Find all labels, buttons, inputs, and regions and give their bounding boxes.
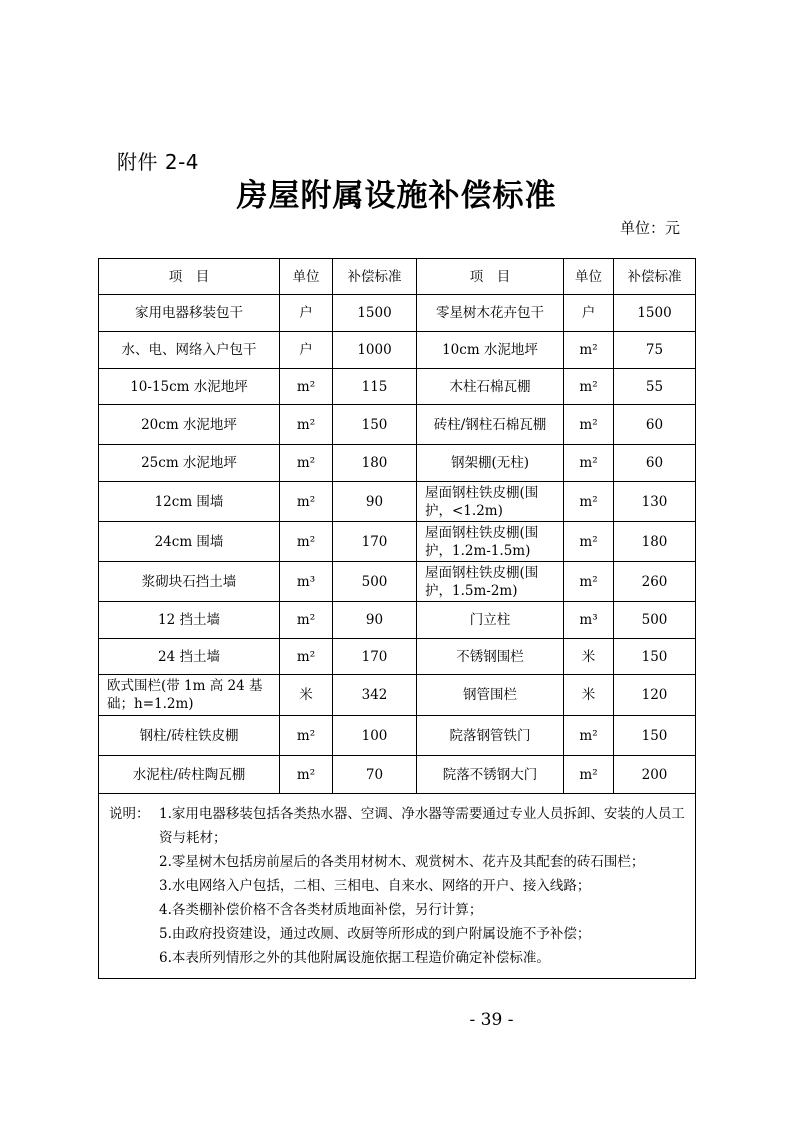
notes-cell (99, 794, 696, 979)
note-text: 5.由政府投资建设，通过改厕、改厨等所形成的到户附属设施不予补偿； (159, 926, 591, 942)
standard-cell: 200 (614, 756, 696, 794)
standard-cell: 130 (614, 482, 696, 522)
unit-cell: m² (280, 445, 333, 482)
standard-cell: 342 (333, 675, 417, 716)
table-header-row (99, 259, 696, 295)
unit-cell: m² (280, 522, 333, 562)
standard-cell: 1500 (614, 295, 696, 332)
unit-cell: m² (564, 445, 614, 482)
unit-cell: m² (564, 405, 614, 445)
item-name-cell: 24cm 围墙 (99, 522, 280, 562)
standard-cell: 180 (333, 445, 417, 482)
item-name-cell: 砖柱/钢柱石棉瓦棚 (417, 405, 564, 445)
table-row (99, 295, 696, 332)
unit-cell: 米 (280, 675, 333, 716)
item-name-cell: 零星树木花卉包干 (417, 295, 564, 332)
unit-cell: m³ (280, 562, 333, 602)
item-name-cell: 12cm 围墙 (99, 482, 280, 522)
item-name-cell: 20cm 水泥地坪 (99, 405, 280, 445)
standard-cell: 55 (614, 369, 696, 405)
column-header: 单位 (280, 259, 333, 295)
unit-cell: 米 (564, 675, 614, 716)
note-item (109, 850, 685, 874)
item-name-cell: 浆砌块石挡土墙 (99, 562, 280, 602)
note-text: 6.本表所列情形之外的其他附属设施依据工程造价确定补偿标准。 (159, 950, 550, 966)
table-row (99, 445, 696, 482)
note-prefix (109, 922, 159, 946)
note-item (109, 922, 685, 946)
standard-cell: 170 (333, 522, 417, 562)
unit-cell: m² (280, 482, 333, 522)
item-name-cell: 屋面钢柱铁皮棚(围护，1.2m-1.5m) (417, 522, 564, 562)
note-text: 2.零星树木包括房前屋后的各类用材树木、观赏树木、花卉及其配套的砖石围栏； (159, 854, 645, 870)
item-name-cell: 欧式围栏(带 1m 高 24 基础；h=1.2m) (99, 675, 280, 716)
compensation-table (98, 258, 696, 979)
note-prefix (109, 874, 159, 898)
standard-cell: 90 (333, 602, 417, 639)
table-row (99, 756, 696, 794)
standard-cell: 1000 (333, 332, 417, 369)
item-name-cell: 12 挡土墙 (99, 602, 280, 639)
item-name-cell: 10-15cm 水泥地坪 (99, 369, 280, 405)
column-header: 补偿标准 (614, 259, 696, 295)
unit-cell: m² (564, 756, 614, 794)
item-name-cell: 不锈钢围栏 (417, 639, 564, 675)
item-name-cell: 水、电、网络入户包干 (99, 332, 280, 369)
unit-cell: m² (564, 369, 614, 405)
item-name-cell: 钢柱/砖柱铁皮棚 (99, 716, 280, 756)
column-header: 单位 (564, 259, 614, 295)
column-header: 项 目 (99, 259, 280, 295)
unit-cell: m² (280, 405, 333, 445)
unit-cell: 户 (280, 295, 333, 332)
item-name-cell: 24 挡土墙 (99, 639, 280, 675)
standard-cell: 170 (333, 639, 417, 675)
column-header: 项 目 (417, 259, 564, 295)
standard-cell: 70 (333, 756, 417, 794)
unit-cell: m² (564, 716, 614, 756)
note-item (109, 946, 685, 970)
unit-cell: m² (280, 716, 333, 756)
item-name-cell: 水泥柱/砖柱陶瓦棚 (99, 756, 280, 794)
table-row (99, 405, 696, 445)
note-item (109, 898, 685, 922)
standard-cell: 90 (333, 482, 417, 522)
table-row (99, 639, 696, 675)
item-name-cell: 屋面钢柱铁皮棚(围护，1.5m-2m) (417, 562, 564, 602)
table-row (99, 675, 696, 716)
unit-cell: m² (280, 369, 333, 405)
unit-cell: m² (280, 602, 333, 639)
standard-cell: 100 (333, 716, 417, 756)
note-prefix (109, 946, 159, 970)
standard-cell: 75 (614, 332, 696, 369)
standard-cell: 500 (614, 602, 696, 639)
note-prefix: 说明： (109, 806, 150, 822)
table-row (99, 369, 696, 405)
item-name-cell: 钢管围栏 (417, 675, 564, 716)
unit-cell: 户 (280, 332, 333, 369)
note-text: 4.各类棚补偿价格不含各类材质地面补偿，另行计算； (159, 902, 483, 918)
notes-list (109, 802, 685, 970)
standard-cell: 150 (614, 716, 696, 756)
item-name-cell: 25cm 水泥地坪 (99, 445, 280, 482)
note-item (109, 802, 685, 850)
table-row (99, 562, 696, 602)
standard-cell: 180 (614, 522, 696, 562)
unit-cell: 米 (564, 639, 614, 675)
table-row (99, 602, 696, 639)
item-name-cell: 屋面钢柱铁皮棚(围护，<1.2m) (417, 482, 564, 522)
unit-cell: m² (564, 562, 614, 602)
note-text: 1.家用电器移装包括各类热水器、空调、净水器等需要通过专业人员拆卸、安装的人员工资与耗材； (159, 806, 685, 846)
standard-cell: 60 (614, 445, 696, 482)
note-text: 3.水电网络入户包括，二相、三相电、自来水、网络的开户、接入线路； (159, 878, 591, 894)
item-name-cell: 钢架棚(无柱) (417, 445, 564, 482)
standard-cell: 1500 (333, 295, 417, 332)
standard-cell: 120 (614, 675, 696, 716)
standard-cell: 500 (333, 562, 417, 602)
item-name-cell: 家用电器移装包干 (99, 295, 280, 332)
item-name-cell: 木柱石棉瓦棚 (417, 369, 564, 405)
item-name-cell: 院落不锈钢大门 (417, 756, 564, 794)
item-name-cell: 门立柱 (417, 602, 564, 639)
note-prefix (109, 850, 159, 874)
unit-cell: m² (564, 332, 614, 369)
table-row (99, 522, 696, 562)
standard-cell: 60 (614, 405, 696, 445)
table-row (99, 332, 696, 369)
unit-cell: m² (280, 756, 333, 794)
unit-note: 单位：元 (619, 219, 680, 237)
standard-cell: 115 (333, 369, 417, 405)
note-prefix (109, 898, 159, 922)
unit-cell: m³ (564, 602, 614, 639)
item-name-cell: 10cm 水泥地坪 (417, 332, 564, 369)
notes-row (99, 794, 696, 979)
item-name-cell: 院落钢管铁门 (417, 716, 564, 756)
table-row (99, 482, 696, 522)
standard-cell: 150 (333, 405, 417, 445)
attachment-label: 附件 2-4 (117, 150, 200, 174)
unit-cell: 户 (564, 295, 614, 332)
page-number: - 39 - (469, 1010, 514, 1030)
table-row (99, 716, 696, 756)
unit-cell: m² (280, 639, 333, 675)
standard-cell: 260 (614, 562, 696, 602)
standard-cell: 150 (614, 639, 696, 675)
unit-cell: m² (564, 482, 614, 522)
column-header: 补偿标准 (333, 259, 417, 295)
note-item (109, 874, 685, 898)
document-title: 房屋附属设施补偿标准 (236, 178, 557, 214)
unit-cell: m² (564, 522, 614, 562)
